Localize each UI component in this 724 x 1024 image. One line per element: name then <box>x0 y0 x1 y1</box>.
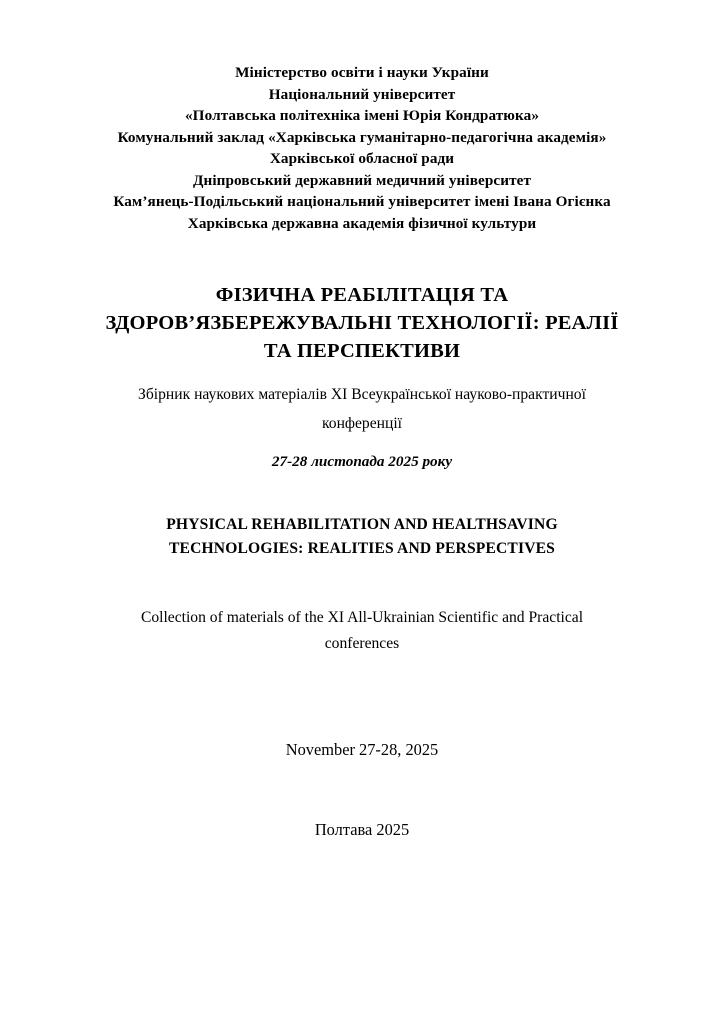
title-line: ЗДОРОВ’ЯЗБЕРЕЖУВАЛЬНІ ТЕХНОЛОГІЇ: РЕАЛІЇ <box>105 311 619 334</box>
institution-line: Харківська державна академія фізичної культури <box>187 215 537 233</box>
subtitle-line: Збірник наукових матеріалів ХІ Всеукраїнської науково-практичної <box>138 386 586 404</box>
subtitle-line: conferences <box>324 634 400 652</box>
institution-line: Комунальний заклад «Харківська гуманітарно-педагогічна академія» <box>117 128 607 146</box>
subtitle-line: конференції <box>321 415 403 433</box>
subtitle-ukrainian <box>46 381 678 439</box>
institution-line: «Полтавська політехніка імені Юрія Кондратюка» <box>184 107 540 125</box>
subtitle-line: Collection of materials of the XI All-Ukrainian Scientific and Practical <box>140 609 584 627</box>
main-title-english <box>46 513 678 561</box>
institutions-block <box>46 62 678 235</box>
title-line: ФІЗИЧНА РЕАБІЛІТАЦІЯ ТА <box>215 283 509 306</box>
conference-date-ukrainian: 27-28 листопада 2025 року <box>271 453 453 471</box>
title-line: ТА ПЕРСПЕКТИВИ <box>263 340 461 363</box>
institution-line: Кам’янець-Подільський національний університет імені Івана Огієнка <box>113 193 611 211</box>
institution-line: Дніпровський державний медичний університет <box>192 171 532 189</box>
publication-place-year: Полтава 2025 <box>314 819 410 839</box>
title-line: TECHNOLOGIES: REALITIES AND PERSPECTIVES <box>169 540 555 558</box>
conference-date-english: November 27-28, 2025 <box>285 739 439 759</box>
main-title-ukrainian <box>46 281 678 366</box>
institution-line: Харківської обласної ради <box>269 150 455 168</box>
institution-line: Національний університет <box>268 85 456 103</box>
subtitle-english <box>46 605 678 656</box>
title-line: PHYSICAL REHABILITATION AND HEALTHSAVING <box>166 516 558 534</box>
institution-line: Міністерство освіти і науки України <box>235 64 489 81</box>
